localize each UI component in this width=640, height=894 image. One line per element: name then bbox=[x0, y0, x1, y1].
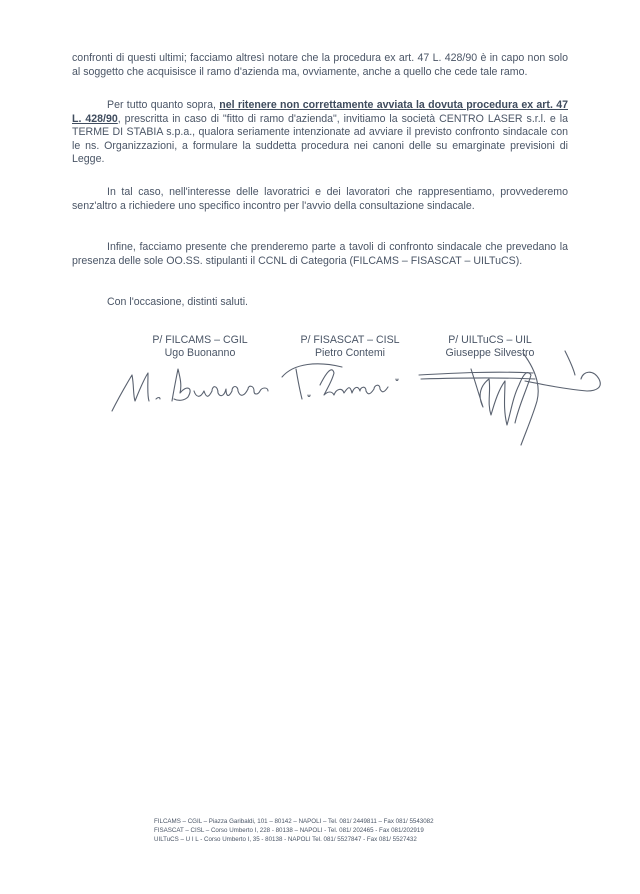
footer-line-fisascat: FISASCAT – CISL – Corso Umberto I, 228 - 80138 – NAPOLI - Tel. 081/ 202465 - Fax 081/202919 bbox=[154, 826, 424, 834]
footer-line-uiltucs: UILTuCS – U I L - Corso Umberto I, 35 - 80138 - NAPOLI Tel. 081/ 5527847 - Fax 081/ 5527432 bbox=[154, 835, 417, 843]
paragraph-procedure-intro: Per tutto quanto sopra, bbox=[107, 99, 220, 111]
paragraph-meeting-request: In tal caso, nell'interesse delle lavoratrici e dei lavoratori che rappresentiamo, provvederemo senz'altro a richiedere uno specifico incontro per l'avvio della consultazione sindacale. bbox=[72, 186, 568, 212]
signatory-name: Giuseppe Silvestro bbox=[445, 346, 535, 359]
signatory-org: P/ UILTuCS – UIL bbox=[448, 334, 532, 346]
paragraph-continuation: confronti di questi ultimi; facciamo altresì notare che la procedura ex art. 47 L. 428/90 è in capo non solo al soggetto che acquisisce il ramo d'azienda ma, ovviamente, anche a quello che cede tale ramo. bbox=[72, 52, 568, 78]
handwritten-signature-buonanno bbox=[108, 355, 278, 415]
footer-addresses bbox=[154, 818, 434, 844]
signatory-name: Ugo Buonanno bbox=[164, 346, 236, 359]
closing-greeting: Con l'occasione, distinti saluti. bbox=[107, 296, 248, 308]
handwritten-signature-contemi bbox=[270, 355, 420, 410]
signatory-org: P/ FISASCAT – CISL bbox=[300, 334, 400, 346]
paragraph-procedure bbox=[72, 99, 568, 167]
paragraph-procedure-rest: , prescritta in caso di "fitto di ramo d'azienda", invitiamo la società CENTRO LASER s.r.l. e la TERME DI STABIA s.p.a., qualora seriamente intenzionate ad avviare il previsto confronto sindacale con le ns. Organizzazioni, a formulare la suddetta procedura nei canoni delle su emarginate previsioni di Legge. bbox=[72, 112, 568, 166]
signatory-name: Pietro Contemi bbox=[314, 346, 386, 359]
paragraph-negotiation-tables: Infine, facciamo presente che prenderemo parte a tavoli di confronto sindacale che prevedano la presenza delle sole OO.SS. stipulanti il CCNL di Categoria (FILCAMS – FISASCAT – UILTuCS). bbox=[72, 241, 568, 267]
signatory-org: P/ FILCAMS – CGIL bbox=[152, 334, 248, 346]
paragraph-procedure-emphasis: nel ritenere non correttamente avviata la dovuta procedura ex art. 47 L. 428/90 bbox=[72, 99, 569, 125]
footer-line-filcams: FILCAMS – CGIL – Piazza Garibaldi, 101 – 80142 – NAPOLI – Tel. 081/ 2449811 – Fax 081/ 5543082 bbox=[154, 818, 434, 825]
handwritten-signature-silvestro bbox=[415, 345, 615, 455]
